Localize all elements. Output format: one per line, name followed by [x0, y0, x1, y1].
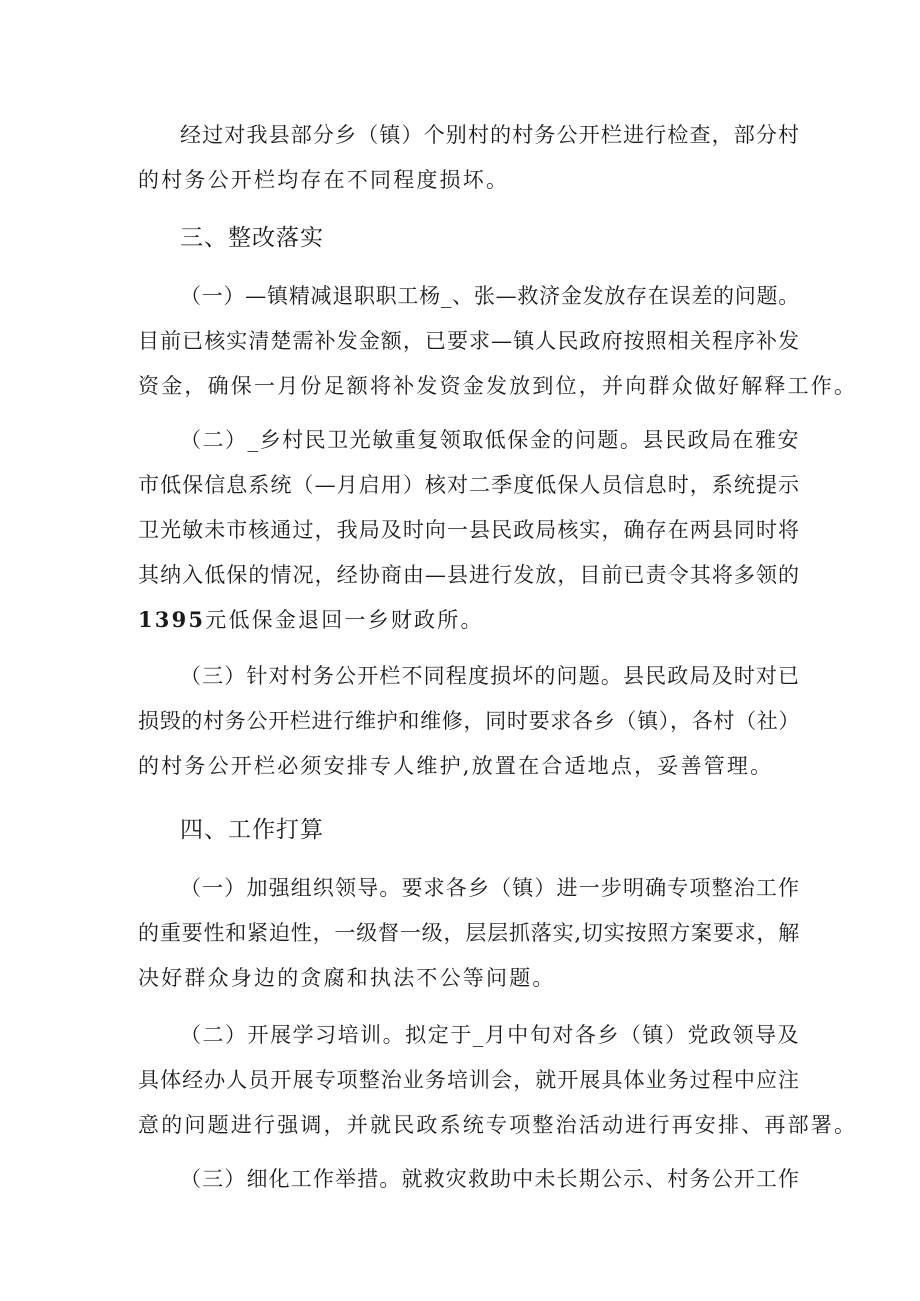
paragraph-line: 意的问题进行强调，并就民政系统专项整治活动进行再安排、再部署。	[138, 1113, 858, 1137]
paragraph-line: 的村务公开栏必须安排专人维护,放置在合适地点，妥善管理。	[138, 754, 774, 778]
paragraph-line: 卫光敏未市核通过，我局及时向一县民政局核实，确存在两县同时将	[138, 518, 800, 542]
paragraph-line: 资金，确保一月份足额将补发资金发放到位，并向群众做好解释工作。	[138, 374, 858, 398]
amount-number: 1395	[138, 607, 206, 632]
paragraph-line: 的村务公开栏均存在不同程度损坏。	[138, 168, 510, 192]
paragraph-line: （一）—镇精减退职职工杨_、张—救济金发放存在误差的问题。	[180, 284, 800, 308]
section-heading-work-plan: 四、工作打算	[180, 817, 324, 843]
paragraph-line: 市低保信息系统（—月启用）核对二季度低保人员信息时，系统提示	[138, 473, 800, 497]
section-heading-rectification: 三、整改落实	[180, 225, 324, 251]
paragraph-line: 具体经办人员开展专项整治业务培训会，就开展具体业务过程中应注	[138, 1068, 800, 1092]
paragraph-line	[138, 605, 484, 635]
paragraph-line: 的重要性和紧迫性，一级督一级，层层抓落实,切实按照方案要求，解	[138, 921, 800, 945]
paragraph-line: （二）开展学习培训。拟定于_月中旬对各乡（镇）党政领导及	[180, 1023, 800, 1047]
paragraph-line: （三）针对村务公开栏不同程度损坏的问题。县民政局及时对已	[180, 664, 800, 688]
paragraph-line: （三）细化工作举措。就救灾救助中未长期公示、村务公开工作	[180, 1167, 800, 1191]
paragraph-line: 决好群众身边的贪腐和执法不公等问题。	[138, 966, 556, 990]
paragraph-line: 其纳入低保的情况，经协商由—县进行发放，目前已责令其将多领的	[138, 563, 800, 587]
paragraph-line: 经过对我县部分乡（镇）个别村的村务公开栏进行检查，部分村	[180, 123, 800, 147]
paragraph-line: 目前已核实清楚需补发金额，已要求—镇人民政府按照相关程序补发	[138, 329, 800, 353]
paragraph-line: 损毁的村务公开栏进行维护和维修，同时要求各乡（镇），各村（社）	[138, 709, 801, 733]
paragraph-line: （一）加强组织领导。要求各乡（镇）进一步明确专项整治工作	[180, 876, 800, 900]
amount-text: 元低保金退回一乡财政所。	[205, 608, 484, 632]
paragraph-line: （二）_乡村民卫光敏重复领取低保金的问题。县民政局在雅安	[180, 428, 800, 452]
